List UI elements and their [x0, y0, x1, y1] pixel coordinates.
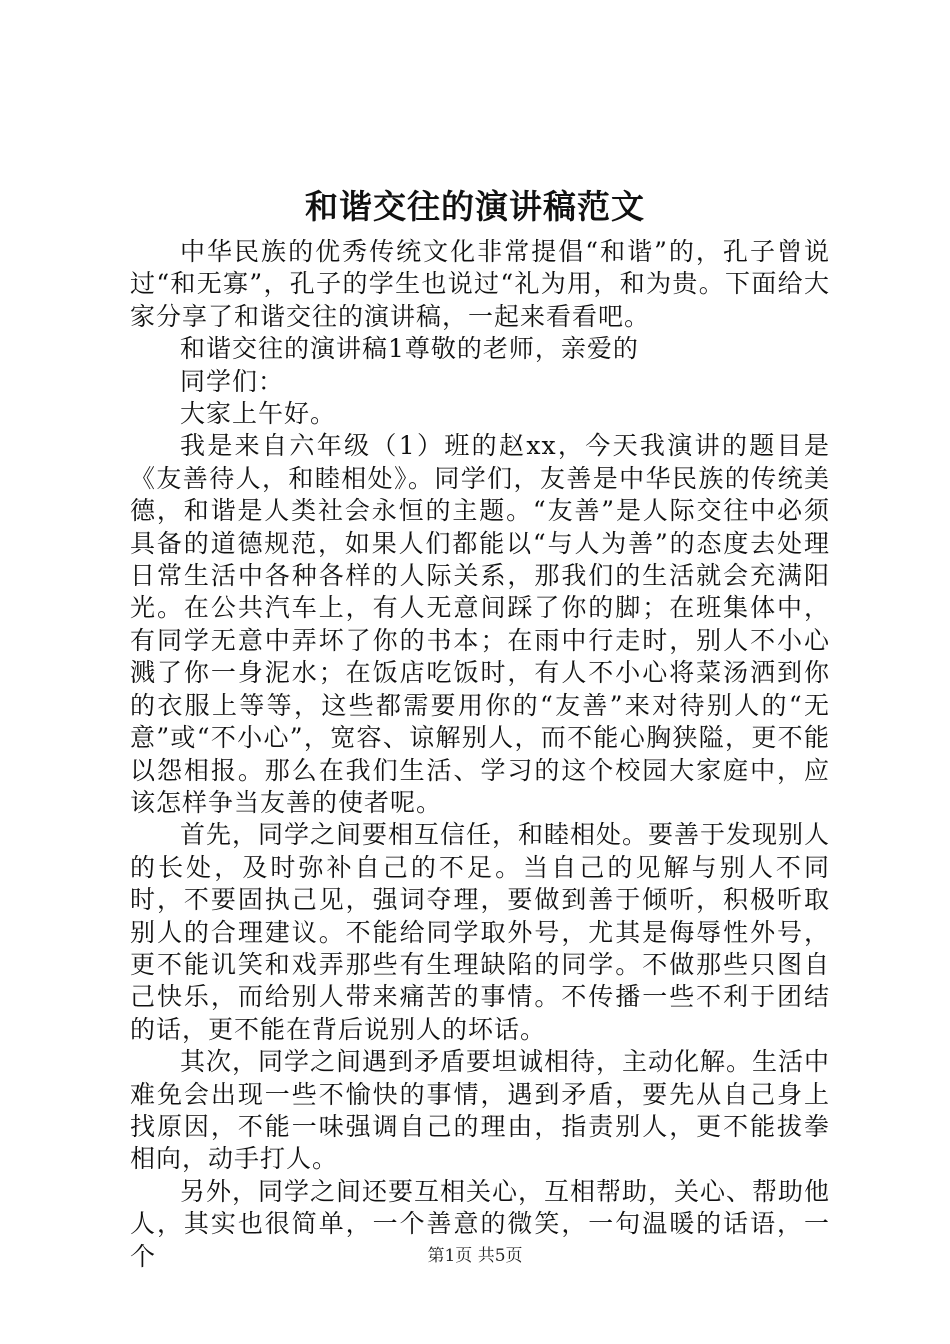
paragraph-third-point: 另外，同学之间还要互相关心，互相帮助，关心、帮助他人，其实也很简单，一个善意的微笑，一句温暖的话语，一个	[130, 1176, 831, 1271]
paragraph-main: 我是来自六年级（1）班的赵xx，今天我演讲的题目是《友善待人，和睦相处》。同学们，友善是中华民族的传统美德，和谐是人类社会永恒的主题。“友善”是人际交往中必须具备的道德规范，如果人们都能以“与人为善”的态度去处理日常生活中各种各样的人际关系，那我们的生活就会充满阳光。在公共汽车上，有人无意间踩了你的脚；在班集体中，有同学无意中弄坏了你的书本；在雨中行走时，别人不小心溅了你一身泥水；在饭店吃饭时，有人不小心将菜汤洒到你的衣服上等等，这些都需要用你的“友善”来对待别人的“无意”或“不小心”，宽容、谅解别人，而不能心胸狭隘，更不能以怨相报。那么在我们生活、学习的这个校园大家庭中，应该怎样争当友善的使者呢。	[130, 431, 830, 817]
paragraph-speech-heading: 和谐交往的演讲稿1尊敬的老师，亲爱的	[180, 334, 639, 364]
paragraph-first-point: 首先，同学之间要相互信任，和睦相处。要善于发现别人的长处，及时弥补自己的不足。当自己的见解与别人不同时，不要固执己见，强词夺理，要做到善于倾听，积极听取别人的合理建议。不能给同学取外号，尤其是侮辱性外号，更不能讥笑和戏弄那些有生理缺陷的同学。不做那些只图自己快乐，而给别人带来痛苦的事情。不传播一些不利于团结的话，更不能在背后说别人的坏话。	[130, 820, 831, 1044]
page-footer: 第1页 共5页	[427, 1246, 523, 1266]
paragraph-second-point: 其次，同学之间遇到矛盾要坦诚相待，主动化解。生活中难免会出现一些不愉快的事情，遇到矛盾，要先从自己身上找原因，不能一味强调自己的理由，指责别人，更不能拔拳相向，动手打人。	[130, 1047, 831, 1174]
paragraph-intro: 中华民族的优秀传统文化非常提倡“和谐”的，孔子曾说过“和无寡”，孔子的学生也说过“礼为用，和为贵。下面给大家分享了和谐交往的演讲稿，一起来看看吧。	[130, 237, 830, 331]
document-title: 和谐交往的演讲稿范文	[305, 187, 645, 226]
document-body	[130, 236, 830, 1273]
paragraph-greeting: 大家上午好。	[180, 399, 337, 429]
paragraph-salutation: 同学们：	[180, 366, 285, 396]
